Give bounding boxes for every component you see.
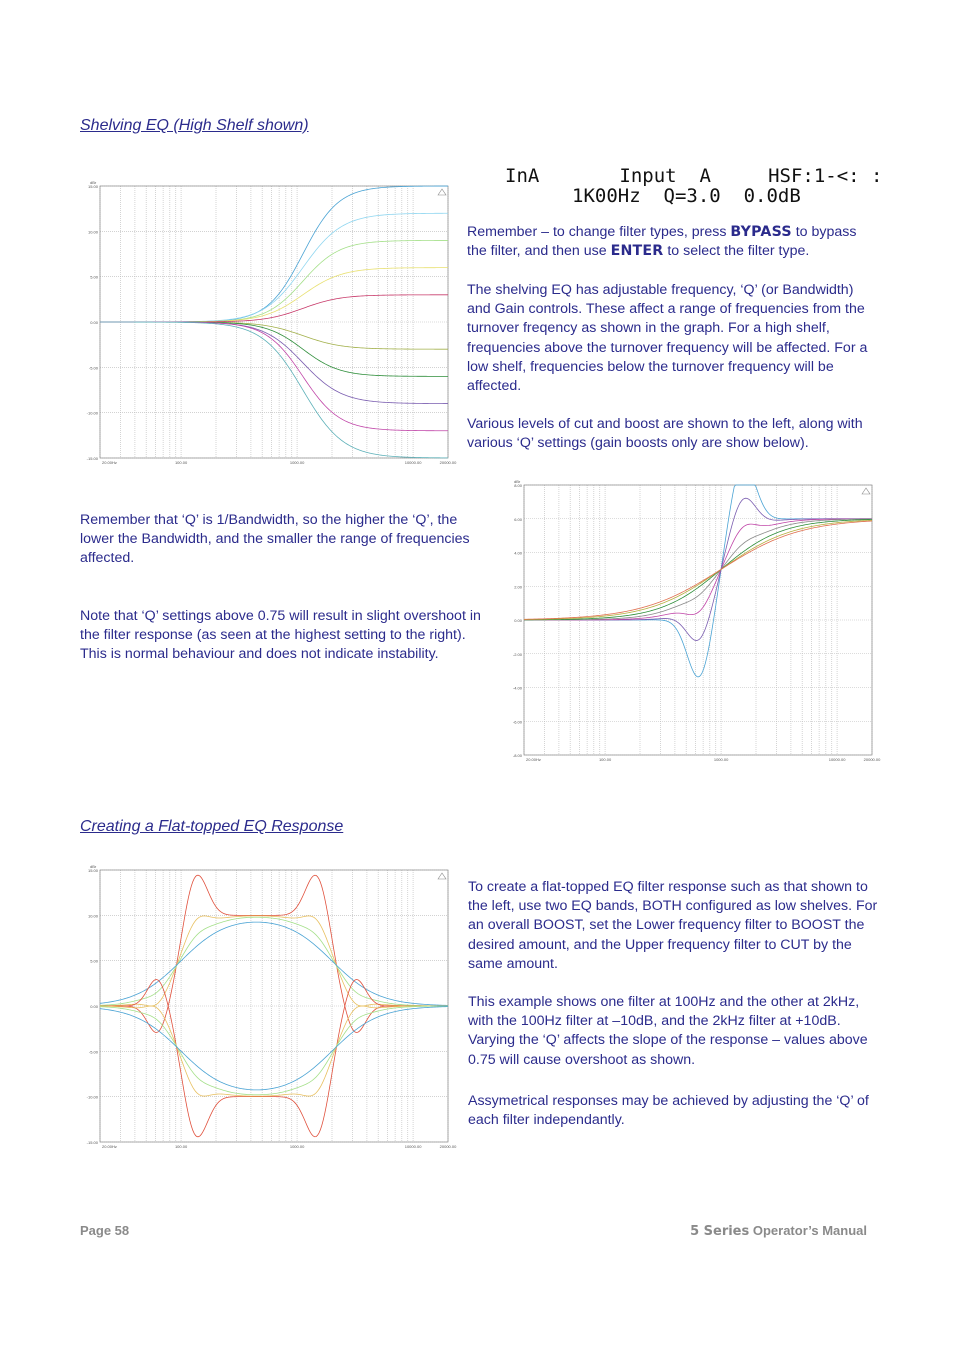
y-tick-label: -5.00	[88, 1049, 98, 1055]
x-tick-label: 10000.00	[828, 757, 846, 762]
paragraph-asymmetrical: Assymetrical responses may be achieved by adjusting the ‘Q’ of each filter independantly.	[468, 1093, 869, 1129]
y-tick-label: -4.00	[512, 685, 522, 691]
lcd-line-1: InA Input A HSF:1-<: :	[505, 165, 883, 187]
y-axis-label: dBr	[90, 864, 97, 869]
series-line	[100, 1006, 448, 1095]
page-number: Page 58	[80, 1223, 130, 1238]
y-tick-label: 0.00	[90, 320, 98, 325]
y-axis-label: dBr	[90, 180, 97, 185]
chart-shelving-cut-boost	[80, 178, 457, 470]
y-tick-label: 10.00	[87, 913, 98, 919]
y-tick-label: -10.00	[86, 410, 98, 416]
x-tick-label: 20000.00	[863, 757, 881, 762]
x-tick-label: 100.00	[598, 757, 612, 762]
enter-key-label: ENTER	[610, 243, 664, 260]
manual-label: Operator’s Manual	[749, 1223, 867, 1238]
brand-name: 5 Series	[690, 1224, 750, 1239]
paragraph-overshoot-note: Note that ‘Q’ settings above 0.75 will result in slight overshoot in the filter response (as seen at the highest setting to the right). This is normal behaviour and does not indicate instability.	[80, 608, 481, 663]
ap-logo-icon	[438, 189, 446, 195]
bypass-key-label: BYPASS	[730, 224, 792, 240]
x-tick-label: 100.00	[174, 1144, 188, 1149]
manual-title	[690, 1223, 867, 1239]
lcd-line-2: 1K00Hz Q=3.0 0.0dB	[572, 185, 801, 207]
text-fragment: Remember – to change filter types, press	[467, 224, 731, 240]
paragraph-flat-topped-instructions: To create a flat-topped EQ filter response such as that shown to the left, use two EQ bands, BOTH configured as low shelves. For an overall BOOST, set the Lower frequency filter to BOOST the desired amount, and the Upper frequency filter to CUT by the same amount.	[468, 879, 878, 972]
ap-logo-icon	[862, 488, 870, 494]
y-tick-label: 15.00	[87, 184, 98, 189]
y-tick-label: 5.00	[90, 958, 98, 964]
paragraph-cut-boost-levels: Various levels of cut and boost are shown to the left, along with various ‘Q’ settings (gain boosts only are show below).	[467, 416, 863, 452]
chart-flat-topped	[80, 862, 457, 1154]
y-tick-label: 4.00	[514, 550, 522, 556]
series-line	[524, 485, 872, 677]
y-tick-label: -6.00	[512, 719, 522, 725]
series-line	[100, 875, 448, 1032]
series-line	[100, 322, 448, 458]
y-tick-label: -15.00	[86, 456, 98, 461]
series-line	[100, 1007, 448, 1090]
y-tick-label: -15.00	[86, 1140, 98, 1145]
series-line	[524, 521, 872, 619]
y-tick-label: 8.00	[514, 483, 522, 488]
chart-shelving-svg	[80, 178, 457, 470]
section-heading-shelving: Shelving EQ (High Shelf shown)	[80, 117, 309, 134]
series-line	[524, 519, 872, 620]
x-tick-label: 10000.00	[404, 1144, 422, 1149]
y-tick-label: -5.00	[88, 365, 98, 371]
x-tick-label: 1000.00	[289, 1144, 305, 1149]
y-tick-label: 15.00	[87, 868, 98, 873]
y-tick-label: 2.00	[514, 584, 522, 590]
y-tick-label: 5.00	[90, 274, 98, 280]
y-tick-label: 10.00	[87, 229, 98, 235]
series-line	[100, 980, 448, 1137]
y-tick-label: 6.00	[514, 516, 522, 522]
series-line	[524, 519, 872, 620]
series-line	[100, 917, 448, 1006]
series-line	[100, 240, 448, 322]
x-tick-label: 1000.00	[289, 460, 305, 465]
x-tick-label: 10000.00	[404, 460, 422, 465]
ap-logo-icon	[438, 873, 446, 879]
series-line	[100, 322, 448, 404]
paragraph-remember-bypass	[467, 223, 877, 261]
series-line	[100, 295, 448, 322]
series-line	[100, 213, 448, 322]
paragraph-shelving-description: The shelving EQ has adjustable frequency, ‘Q’ (or Bandwidth) and Gain controls. These affect a range of frequencies from the turnover freqency as shown in the graph. For a high shelf, frequencies above the turnover frequency will be affected. For a low shelf, frequencies below the turnover frequency will be affected.	[467, 282, 868, 395]
series-line	[524, 520, 872, 619]
paragraph-example-100hz-2khz: This example shows one filter at 100Hz and the other at 2kHz, with the 100Hz filter at –10dB, and the 2kHz filter at +10dB. Varying the ‘Q’ affects the slope of the response – values above 0.75 will cause overshoot as shown.	[468, 994, 868, 1068]
x-tick-label: 20.00Hz	[526, 757, 541, 762]
text-fragment: to bypass the filter, and then use	[467, 224, 857, 260]
paragraph-q-bandwidth: Remember that ‘Q’ is 1/Bandwidth, so the higher the ‘Q’, the lower the Bandwidth, and the smaller the range of frequencies affected.	[80, 512, 470, 567]
series-line	[524, 519, 872, 619]
chart-flat-svg	[80, 862, 457, 1154]
x-tick-label: 1000.00	[713, 757, 729, 762]
y-tick-label: -8.00	[512, 753, 522, 758]
x-tick-label: 20.00Hz	[102, 460, 117, 465]
x-tick-label: 20000.00	[439, 1144, 457, 1149]
chart-q-svg	[504, 477, 881, 767]
x-tick-label: 20.00Hz	[102, 1144, 117, 1149]
series-line	[100, 922, 448, 1005]
x-tick-label: 20000.00	[439, 460, 457, 465]
text-fragment: to select the filter type.	[663, 243, 810, 260]
y-tick-label: -2.00	[512, 651, 522, 657]
y-tick-label: 0.00	[90, 1004, 98, 1009]
chart-q-settings	[504, 477, 881, 767]
section-heading-flat-topped: Creating a Flat-topped EQ Response	[80, 818, 344, 835]
y-tick-label: -10.00	[86, 1094, 98, 1100]
y-axis-label: dBr	[514, 479, 521, 484]
series-line	[100, 322, 448, 349]
y-tick-label: 0.00	[514, 618, 522, 623]
x-tick-label: 100.00	[174, 460, 188, 465]
